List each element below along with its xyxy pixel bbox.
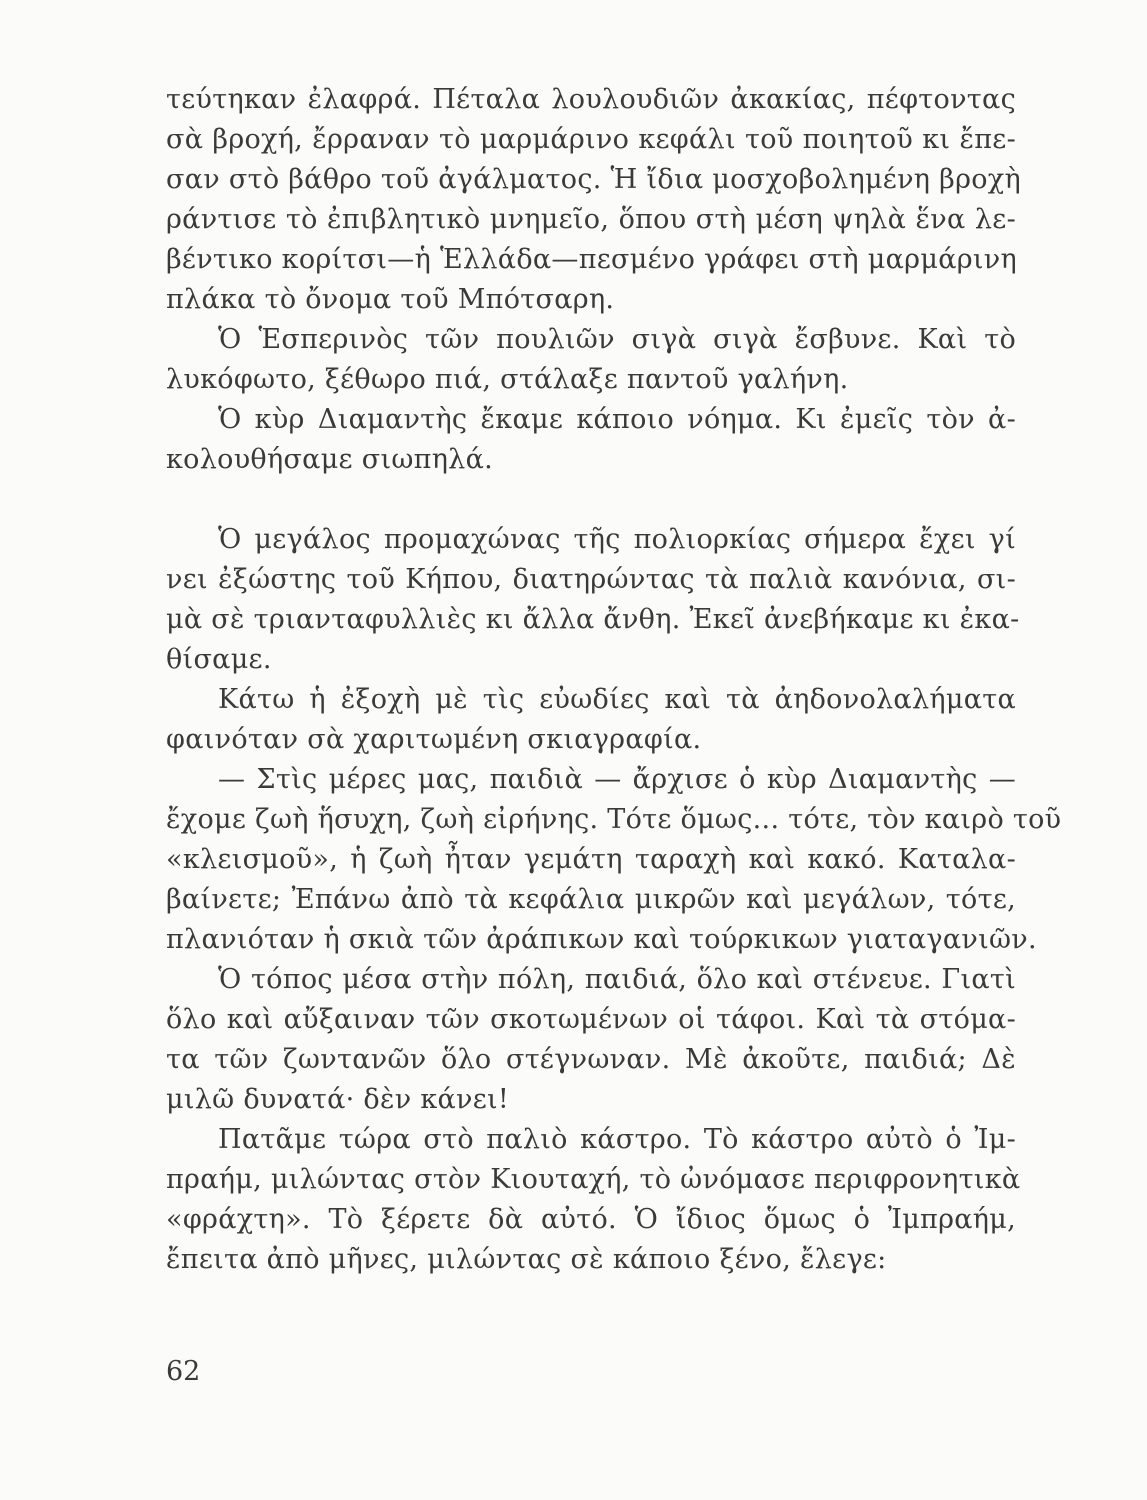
text-line: πλάκα τὸ ὄνομα τοῦ Μπότσαρη. [166, 284, 615, 315]
paragraph-3 [166, 400, 1016, 480]
paragraph-4 [166, 520, 1020, 680]
paragraph-7 [166, 960, 1016, 1120]
page-number: 62 [166, 1356, 201, 1387]
text-line: λυκόφωτο, ξέθωρο πιά, στάλαξε παντοῦ γαλήνη. [166, 364, 849, 395]
text-line: — Στὶς μέρες μας, παιδιὰ — ἄρχισε ὁ κὺρ Διαμαντὴς — [218, 764, 1016, 795]
text-line: θίσαμε. [166, 644, 272, 675]
paragraph-2 [166, 320, 1016, 400]
text-line: μιλῶ δυνατά· δὲν κάνει! [166, 1084, 510, 1115]
paragraph-6 [166, 760, 1062, 960]
text-line: ράντισε τὸ ἐπιβλητικὸ μνημεῖο, ὅπου στὴ μέση ψηλὰ ἕνα λε- [166, 204, 1016, 235]
text-line: μὰ σὲ τριανταφυλλιὲς κι ἄλλα ἄνθη. Ἐκεῖ ἀνεβήκαμε κι ἐκα- [166, 604, 1020, 635]
text-line: ἔχομε ζωὴ ἥσυχη, ζωὴ εἰρήνης. Τότε ὅμως... τότε, τὸν καιρὸ τοῦ [166, 804, 1062, 835]
text-line: Ὁ μεγάλος προμαχώνας τῆς πολιορκίας σήμερα ἔχει γί [218, 524, 1016, 555]
text-line: βαίνετε; Ἐπάνω ἀπὸ τὰ κεφάλια μικρῶν καὶ μεγάλων, τότε, [166, 884, 1016, 915]
section-break [166, 480, 1016, 520]
paragraph-5 [166, 680, 1016, 760]
text-line: νει ἐξώστης τοῦ Κήπου, διατηρώντας τὰ παλιὰ κανόνια, σι- [166, 564, 1016, 595]
text-line: ἔπειτα ἀπὸ μῆνες, μιλώντας σὲ κάποιο ξένο, ἔλεγε: [166, 1244, 887, 1275]
text-line: πραήμ, μιλώντας στὸν Κιουταχή, τὸ ὠνόμασε περιφρονητικὰ [166, 1164, 1021, 1195]
text-line: τεύτηκαν ἐλαφρά. Πέταλα λουλουδιῶν ἀκακίας, πέφτοντας [166, 84, 1016, 115]
text-line: Πατᾶμε τώρα στὸ παλιὸ κάστρο. Τὸ κάστρο αὐτὸ ὁ Ἰμ- [218, 1124, 1016, 1155]
text-line: σαν στὸ βάθρο τοῦ ἀγάλματος. Ἡ ἴδια μοσχοβολημένη βροχὴ [166, 164, 1021, 195]
text-line: Κάτω ἡ ἐξοχὴ μὲ τὶς εὐωδίες καὶ τὰ ἀηδονολαλήματα [218, 684, 1016, 715]
text-line: «κλεισμοῦ», ἡ ζωὴ ἦταν γεμάτη ταραχὴ καὶ κακό. Καταλα- [166, 844, 1016, 875]
text-line: τα τῶν ζωντανῶν ὅλο στέγνωναν. Μὲ ἀκοῦτε, παιδιά; Δὲ [166, 1044, 1016, 1075]
text-line: Ὁ κὺρ Διαμαντὴς ἔκαμε κάποιο νόημα. Κι ἐμεῖς τὸν ἀ- [218, 404, 1016, 435]
text-line: σὰ βροχή, ἔρραναν τὸ μαρμάρινο κεφάλι τοῦ ποιητοῦ κι ἔπε- [166, 124, 1016, 155]
text-line: φαινόταν σὰ χαριτωμένη σκιαγραφία. [166, 724, 702, 755]
text-line: Ὁ τόπος μέσα στὴν πόλη, παιδιά, ὅλο καὶ στένευε. Γιατὶ [218, 964, 1016, 995]
text-line: κολουθήσαμε σιωπηλά. [166, 444, 494, 475]
page-body [166, 80, 1062, 1280]
paragraph-8 [166, 1120, 1021, 1280]
text-line: βέντικο κορίτσι—ἡ Ἑλλάδα—πεσμένο γράφει στὴ μαρμάρινη [166, 244, 1017, 275]
text-line: ὅλο καὶ αὔξαιναν τῶν σκοτωμένων οἱ τάφοι. Καὶ τὰ στόμα- [166, 1004, 1016, 1035]
text-line: Ὁ Ἑσπερινὸς τῶν πουλιῶν σιγὰ σιγὰ ἔσβυνε. Καὶ τὸ [218, 324, 1016, 355]
text-line: πλανιόταν ἡ σκιὰ τῶν ἀράπικων καὶ τούρκικων γιαταγανιῶν. [166, 924, 1037, 955]
paragraph-1 [166, 80, 1021, 320]
text-line: «φράχτη». Τὸ ξέρετε δὰ αὐτό. Ὁ ἴδιος ὅμως ὁ Ἰμπραήμ, [166, 1204, 1016, 1235]
